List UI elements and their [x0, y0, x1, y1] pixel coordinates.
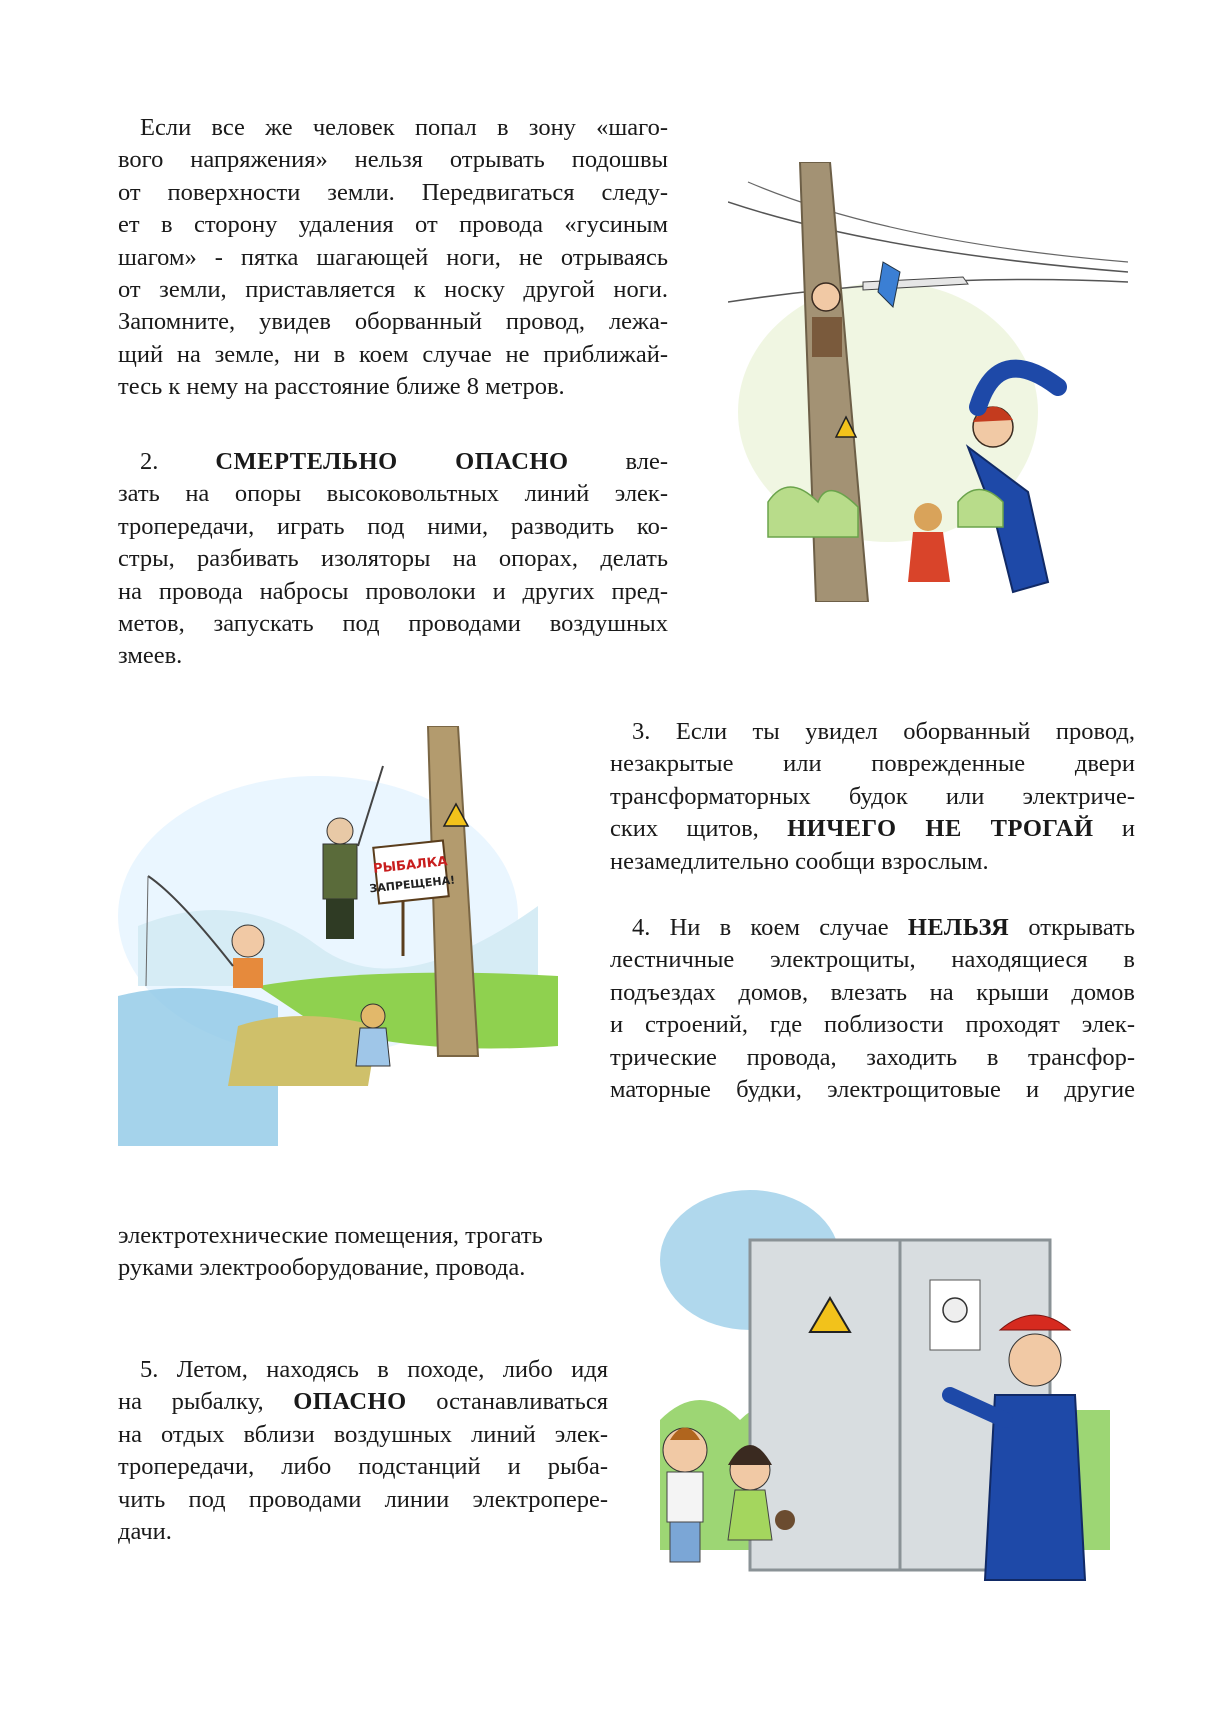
text-line: незамедлительно сообщи взрослым. [610, 847, 989, 875]
text-line: ет в сторону удаления от провода «гусиным [118, 211, 668, 239]
boy-figure [663, 1428, 707, 1563]
text-fragment: 4. Ни в коем случае [632, 914, 889, 941]
text-line: тропередачи, играть под ними, разводить ко- [118, 512, 668, 540]
text-line: стры, разбивать изоляторы на опорах, делать [118, 545, 668, 573]
text-line: 5. Летом, находясь в походе, либо идя [140, 1356, 608, 1383]
text-line: трические провода, заходить в трансфор- [610, 1043, 1135, 1071]
text-line: от земли, приставляется к носку другой ноги. [118, 276, 668, 304]
illustration-fishing-near-pole [118, 726, 558, 1146]
text-line: зать на опоры высоковольтных линий элек- [118, 480, 668, 508]
paragraph-rule-2 [118, 446, 668, 673]
text-fragment: останавливаться [436, 1388, 608, 1416]
text-line [610, 813, 1135, 845]
text-line: Если все же человек попал в зону «шаго- [140, 114, 668, 141]
warning-bold: ОПАСНО [293, 1388, 407, 1416]
girl-figure [356, 1004, 390, 1066]
warning-bold: СМЕРТЕЛЬНО ОПАСНО [215, 448, 569, 475]
warning-bold: НИЧЕГО НЕ ТРОГАЙ [787, 815, 1094, 843]
text-line: руками электрооборудование, провода. [118, 1254, 526, 1282]
text-line: щий на земле, ни в коем случае не приближай- [118, 340, 668, 368]
paragraph-rule-5 [118, 1354, 608, 1548]
text-fragment: ских щитов, [610, 815, 759, 843]
skull-icon [943, 1298, 967, 1322]
text-line: трансформаторных будок или электриче- [610, 782, 1135, 810]
teddy-bear-icon [775, 1510, 795, 1530]
text-line: шагом» - пятка шагающей ноги, не отрываясь [118, 243, 668, 271]
fisherman-adult [323, 818, 357, 939]
text-line: 3. Если ты увидел оборванный провод, [632, 718, 1135, 745]
text-line: и строений, где поблизости проходят элек- [610, 1011, 1135, 1039]
paragraph-rule-3 [610, 716, 1135, 878]
text-line: Запомните, увидев оборванный провод, лежа- [118, 308, 668, 336]
text-line: вого напряжения» нельзя отрывать подошвы [118, 146, 668, 174]
text-line: от поверхности земли. Передвигаться следу- [118, 178, 668, 206]
text-line: электротехнические помещения, трогать [118, 1222, 543, 1249]
text-line: тесь к нему на расстояние ближе 8 метров. [118, 373, 565, 401]
text-fragment: открывать [1028, 914, 1135, 941]
text-line: на отдых вблизи воздушных линий элек- [118, 1420, 608, 1448]
text-line: на провода набросы проволоки и других пред- [118, 577, 668, 605]
text-fragment: на рыбалку, [118, 1388, 264, 1416]
child-body [812, 317, 842, 357]
child-on-pole [812, 283, 840, 311]
text-line: незакрытые или поврежденные двери [610, 750, 1135, 778]
paragraph-step-voltage [118, 112, 668, 404]
rule-number: 2. [140, 448, 159, 475]
warning-bold: НЕЛЬЗЯ [907, 914, 1010, 941]
girl-figure [728, 1445, 772, 1540]
text-line: тропередачи, либо подстанций и рыба- [118, 1453, 608, 1481]
power-wire [728, 202, 1128, 272]
text-line: чить под проводами линии электропере- [118, 1485, 608, 1513]
text-line [118, 446, 668, 478]
text-line [118, 1386, 608, 1418]
text-fragment: и [1121, 815, 1136, 843]
illustration-transformer-box [640, 1180, 1120, 1620]
text-line [610, 912, 1135, 944]
paragraph-rule-4-continued [118, 1220, 608, 1285]
text-line: маторные будки, электрощитовые и другие [610, 1076, 1135, 1104]
sign-line-2: ЗАПРЕЩЕНА! [368, 873, 456, 896]
text-fragment: вле- [625, 448, 668, 475]
illustration-pole-climbing [728, 162, 1128, 602]
text-line: подъездах домов, влезать на крыши домов [610, 978, 1135, 1006]
sign-line-1: РЫБАЛКА [372, 854, 449, 877]
text-line: метов, запускать под проводами воздушных [118, 610, 668, 638]
paragraph-rule-4 [610, 912, 1135, 1106]
text-line: лестничные электрощиты, находящиеся в [610, 946, 1135, 974]
text-line: дачи. [118, 1518, 172, 1546]
sand-shore [228, 1016, 378, 1086]
text-line: змеев. [118, 642, 183, 670]
